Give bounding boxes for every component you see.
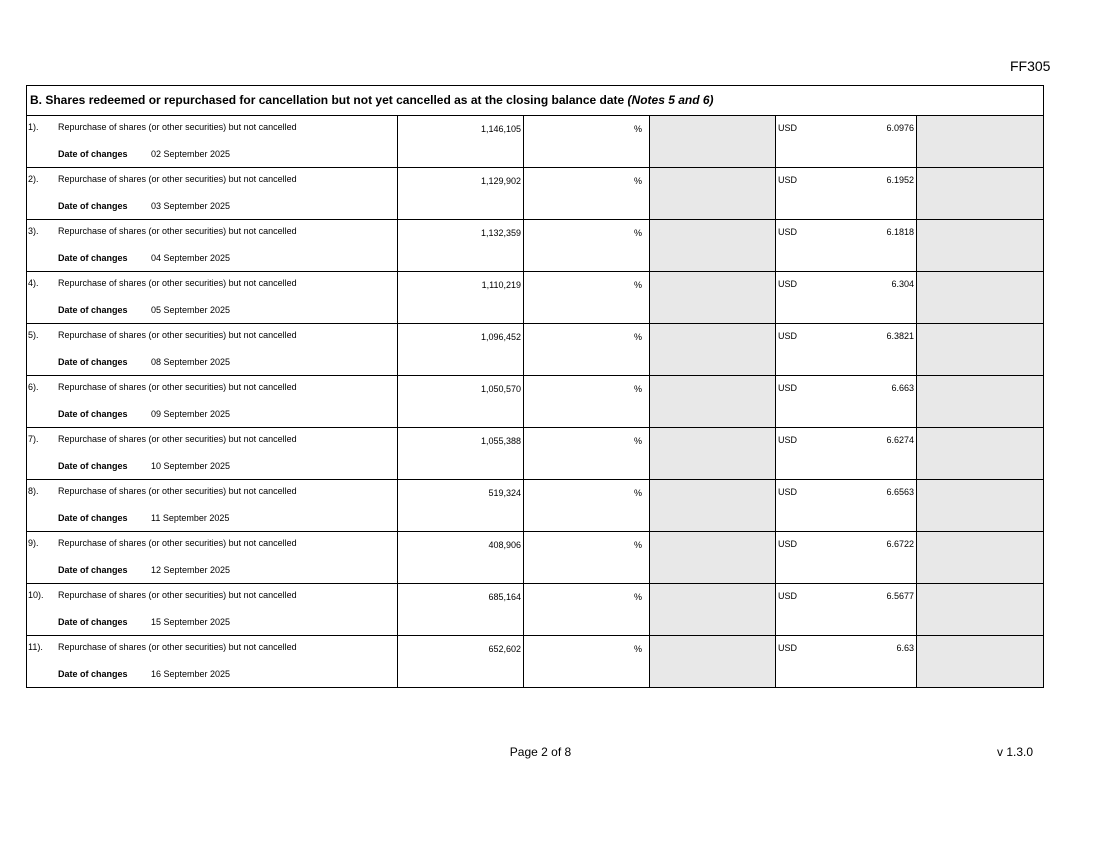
currency-code: USD	[778, 591, 798, 601]
shaded-cell	[649, 480, 775, 531]
number-cell	[397, 376, 523, 427]
row-description: Repurchase of shares (or other securities) but not cancelled	[58, 434, 297, 444]
date-label: Date of changes	[58, 513, 128, 523]
percent-sign: %	[633, 176, 642, 186]
row-index: 7).	[28, 434, 39, 444]
description-cell	[27, 636, 397, 687]
form-code: FF305	[1010, 58, 1051, 74]
row-index: 1).	[28, 122, 39, 132]
price-value: 6.304	[891, 279, 914, 289]
percent-sign: %	[633, 488, 642, 498]
table-row	[27, 272, 1043, 324]
description-cell	[27, 428, 397, 479]
table-row	[27, 168, 1043, 220]
price-cell	[775, 480, 916, 531]
share-number: 408,906	[488, 540, 521, 550]
shaded-cell	[916, 376, 1043, 427]
shaded-cell	[916, 636, 1043, 687]
description-cell	[27, 584, 397, 635]
row-description: Repurchase of shares (or other securities) but not cancelled	[58, 174, 297, 184]
description-cell	[27, 168, 397, 219]
share-number: 1,129,902	[480, 176, 521, 186]
price-cell	[775, 324, 916, 375]
price-cell	[775, 220, 916, 271]
shaded-cell	[649, 376, 775, 427]
percent-sign: %	[633, 644, 642, 654]
percent-cell	[523, 480, 649, 531]
row-index: 4).	[28, 278, 39, 288]
date-value: 10 September 2025	[151, 461, 231, 471]
date-value: 09 September 2025	[151, 409, 231, 419]
shaded-cell	[916, 532, 1043, 583]
percent-sign: %	[633, 228, 642, 238]
percent-sign: %	[633, 436, 642, 446]
date-label: Date of changes	[58, 149, 128, 159]
date-label: Date of changes	[58, 357, 128, 367]
price-value: 6.663	[891, 383, 914, 393]
description-cell	[27, 220, 397, 271]
row-index: 6).	[28, 382, 39, 392]
table-row	[27, 636, 1043, 687]
number-cell	[397, 428, 523, 479]
percent-cell	[523, 532, 649, 583]
table-row	[27, 220, 1043, 272]
date-value: 04 September 2025	[151, 253, 231, 263]
shaded-cell	[916, 584, 1043, 635]
number-cell	[397, 220, 523, 271]
date-value: 12 September 2025	[151, 565, 231, 575]
description-cell	[27, 272, 397, 323]
row-index: 2).	[28, 174, 39, 184]
number-cell	[397, 272, 523, 323]
currency-code: USD	[778, 331, 798, 341]
number-cell	[397, 532, 523, 583]
table-row	[27, 428, 1043, 480]
shaded-cell	[649, 168, 775, 219]
shaded-cell	[649, 636, 775, 687]
price-value: 6.6722	[886, 539, 914, 549]
date-value: 02 September 2025	[151, 149, 231, 159]
date-label: Date of changes	[58, 253, 128, 263]
currency-code: USD	[778, 123, 798, 133]
currency-code: USD	[778, 175, 798, 185]
currency-code: USD	[778, 227, 798, 237]
row-index: 9).	[28, 538, 39, 548]
row-index: 8).	[28, 486, 39, 496]
description-cell	[27, 324, 397, 375]
row-index: 5).	[28, 330, 39, 340]
row-description: Repurchase of shares (or other securities) but not cancelled	[58, 122, 297, 132]
share-number: 519,324	[488, 488, 521, 498]
percent-cell	[523, 636, 649, 687]
repurchase-table	[26, 85, 1044, 688]
percent-sign: %	[633, 280, 642, 290]
shaded-cell	[916, 220, 1043, 271]
row-description: Repurchase of shares (or other securities) but not cancelled	[58, 382, 297, 392]
date-value: 03 September 2025	[151, 201, 231, 211]
share-number: 1,050,570	[480, 384, 521, 394]
date-label: Date of changes	[58, 461, 128, 471]
shaded-cell	[649, 220, 775, 271]
percent-cell	[523, 324, 649, 375]
row-description: Repurchase of shares (or other securities) but not cancelled	[58, 642, 297, 652]
number-cell	[397, 584, 523, 635]
date-value: 08 September 2025	[151, 357, 231, 367]
row-index: 3).	[28, 226, 39, 236]
description-cell	[27, 376, 397, 427]
shaded-cell	[916, 480, 1043, 531]
currency-code: USD	[778, 643, 798, 653]
row-description: Repurchase of shares (or other securities) but not cancelled	[58, 278, 297, 288]
section-title	[27, 86, 1043, 116]
price-value: 6.63	[896, 643, 914, 653]
date-label: Date of changes	[58, 617, 128, 627]
table-row	[27, 376, 1043, 428]
price-value: 6.1818	[886, 227, 914, 237]
price-cell	[775, 532, 916, 583]
shaded-cell	[649, 116, 775, 167]
percent-sign: %	[633, 540, 642, 550]
percent-cell	[523, 428, 649, 479]
percent-cell	[523, 584, 649, 635]
description-cell	[27, 480, 397, 531]
share-number: 652,602	[488, 644, 521, 654]
price-cell	[775, 168, 916, 219]
shaded-cell	[649, 428, 775, 479]
table-row	[27, 480, 1043, 532]
shaded-cell	[649, 324, 775, 375]
date-label: Date of changes	[58, 201, 128, 211]
date-label: Date of changes	[58, 669, 128, 679]
row-description: Repurchase of shares (or other securities) but not cancelled	[58, 538, 297, 548]
currency-code: USD	[778, 383, 798, 393]
description-cell	[27, 532, 397, 583]
shaded-cell	[916, 324, 1043, 375]
row-description: Repurchase of shares (or other securities) but not cancelled	[58, 330, 297, 340]
percent-sign: %	[633, 384, 642, 394]
date-value: 05 September 2025	[151, 305, 231, 315]
percent-sign: %	[633, 332, 642, 342]
date-value: 11 September 2025	[151, 513, 230, 523]
shaded-cell	[649, 584, 775, 635]
currency-code: USD	[778, 487, 798, 497]
currency-code: USD	[778, 435, 798, 445]
shaded-cell	[916, 116, 1043, 167]
price-value: 6.1952	[886, 175, 914, 185]
description-cell	[27, 116, 397, 167]
percent-cell	[523, 168, 649, 219]
percent-sign: %	[633, 124, 642, 134]
percent-sign: %	[633, 592, 642, 602]
row-description: Repurchase of shares (or other securities) but not cancelled	[58, 486, 297, 496]
table-row	[27, 324, 1043, 376]
section-title-text: B. Shares redeemed or repurchased for cancellation but not yet cancelled as at the closing balance date	[30, 93, 625, 107]
date-label: Date of changes	[58, 409, 128, 419]
shaded-cell	[649, 532, 775, 583]
percent-cell	[523, 220, 649, 271]
number-cell	[397, 324, 523, 375]
number-cell	[397, 116, 523, 167]
price-value: 6.0976	[886, 123, 914, 133]
price-value: 6.6274	[886, 435, 914, 445]
share-number: 1,110,219	[481, 280, 521, 290]
date-label: Date of changes	[58, 305, 128, 315]
section-notes: (Notes 5 and 6)	[627, 93, 714, 107]
share-number: 1,146,105	[480, 124, 521, 134]
price-cell	[775, 272, 916, 323]
percent-cell	[523, 116, 649, 167]
price-cell	[775, 116, 916, 167]
share-number: 1,132,359	[480, 228, 521, 238]
number-cell	[397, 480, 523, 531]
date-value: 15 September 2025	[151, 617, 231, 627]
price-cell	[775, 584, 916, 635]
table-row	[27, 116, 1043, 168]
version-label: v 1.3.0	[997, 745, 1034, 759]
price-cell	[775, 428, 916, 479]
date-label: Date of changes	[58, 565, 128, 575]
date-value: 16 September 2025	[151, 669, 231, 679]
shaded-cell	[916, 168, 1043, 219]
percent-cell	[523, 272, 649, 323]
price-value: 6.6563	[886, 487, 914, 497]
number-cell	[397, 168, 523, 219]
page-number: Page 2 of 8	[509, 745, 572, 759]
currency-code: USD	[778, 279, 798, 289]
share-number: 1,055,388	[480, 436, 521, 446]
row-index: 11).	[28, 642, 43, 652]
table-row	[27, 584, 1043, 636]
number-cell	[397, 636, 523, 687]
price-value: 6.5677	[886, 591, 914, 601]
share-number: 1,096,452	[480, 332, 521, 342]
row-description: Repurchase of shares (or other securities) but not cancelled	[58, 226, 297, 236]
row-index: 10).	[28, 590, 44, 600]
table-rows	[27, 116, 1043, 687]
price-value: 6.3821	[886, 331, 914, 341]
price-cell	[775, 376, 916, 427]
share-number: 685,164	[488, 592, 521, 602]
price-cell	[775, 636, 916, 687]
row-description: Repurchase of shares (or other securities) but not cancelled	[58, 590, 297, 600]
percent-cell	[523, 376, 649, 427]
shaded-cell	[916, 272, 1043, 323]
table-row	[27, 532, 1043, 584]
currency-code: USD	[778, 539, 798, 549]
shaded-cell	[916, 428, 1043, 479]
shaded-cell	[649, 272, 775, 323]
